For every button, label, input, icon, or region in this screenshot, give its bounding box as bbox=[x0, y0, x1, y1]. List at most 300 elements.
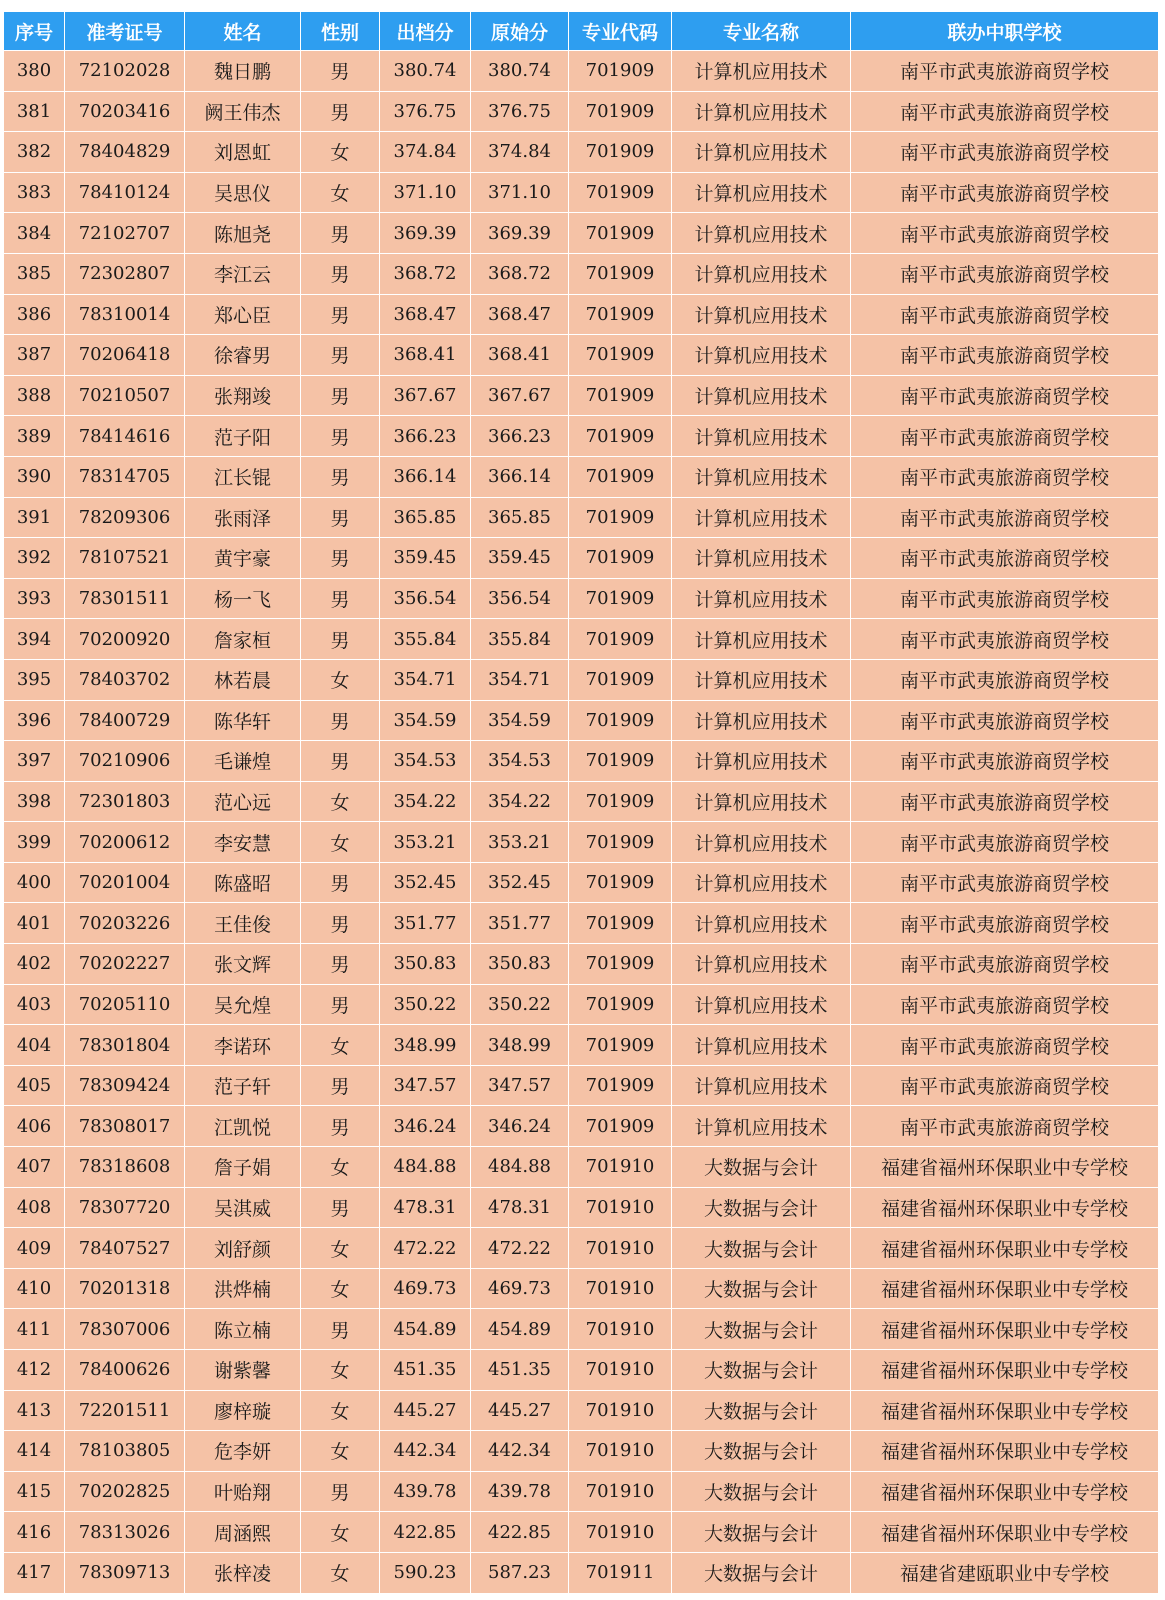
seq-cell: 393 bbox=[4, 578, 65, 619]
table-row bbox=[4, 1187, 1159, 1228]
admission-score-cell: 374.84 bbox=[380, 132, 471, 173]
exam-id-cell: 70206418 bbox=[65, 335, 185, 376]
major-code-cell: 701909 bbox=[569, 375, 672, 416]
name-cell: 范子阳 bbox=[185, 416, 301, 457]
exam-id-cell: 70201318 bbox=[65, 1268, 185, 1309]
admission-score-cell: 376.75 bbox=[380, 91, 471, 132]
major-code-cell: 701909 bbox=[569, 172, 672, 213]
major-code-cell: 701909 bbox=[569, 213, 672, 254]
raw-score-cell: 367.67 bbox=[471, 375, 569, 416]
major-code-cell: 701910 bbox=[569, 1471, 672, 1512]
partner-school-cell: 福建省福州环保职业中专学校 bbox=[851, 1309, 1159, 1350]
major-name-cell: 计算机应用技术 bbox=[672, 335, 851, 376]
gender-cell: 女 bbox=[301, 1431, 380, 1472]
table-row bbox=[4, 416, 1159, 457]
seq-cell: 405 bbox=[4, 1065, 65, 1106]
major-name-cell: 计算机应用技术 bbox=[672, 862, 851, 903]
major-code-cell: 701909 bbox=[569, 253, 672, 294]
admission-score-cell: 478.31 bbox=[380, 1187, 471, 1228]
name-cell: 叶贻翔 bbox=[185, 1471, 301, 1512]
table-row bbox=[4, 253, 1159, 294]
table-row bbox=[4, 822, 1159, 863]
exam-id-cell: 78301511 bbox=[65, 578, 185, 619]
exam-id-cell: 72301803 bbox=[65, 781, 185, 822]
seq-cell: 410 bbox=[4, 1268, 65, 1309]
seq-cell: 399 bbox=[4, 822, 65, 863]
admission-score-cell: 354.22 bbox=[380, 781, 471, 822]
major-name-cell: 计算机应用技术 bbox=[672, 294, 851, 335]
raw-score-cell: 359.45 bbox=[471, 538, 569, 579]
raw-score-cell: 368.41 bbox=[471, 335, 569, 376]
major-name-cell: 计算机应用技术 bbox=[672, 213, 851, 254]
admission-score-cell: 451.35 bbox=[380, 1350, 471, 1391]
table-row bbox=[4, 456, 1159, 497]
admission-score-cell: 354.53 bbox=[380, 741, 471, 782]
seq-cell: 416 bbox=[4, 1512, 65, 1553]
gender-cell: 男 bbox=[301, 578, 380, 619]
exam-id-cell: 78103805 bbox=[65, 1431, 185, 1472]
major-code-cell: 701909 bbox=[569, 700, 672, 741]
admission-score-cell: 380.74 bbox=[380, 51, 471, 92]
partner-school-cell: 福建省福州环保职业中专学校 bbox=[851, 1147, 1159, 1188]
table-row bbox=[4, 578, 1159, 619]
partner-school-cell: 福建省福州环保职业中专学校 bbox=[851, 1228, 1159, 1269]
major-name-cell: 计算机应用技术 bbox=[672, 538, 851, 579]
table-row bbox=[4, 659, 1159, 700]
raw-score-cell: 442.34 bbox=[471, 1431, 569, 1472]
name-cell: 周涵熙 bbox=[185, 1512, 301, 1553]
major-name-cell: 大数据与会计 bbox=[672, 1471, 851, 1512]
col-header-admission-score: 出档分 bbox=[380, 12, 471, 51]
raw-score-cell: 371.10 bbox=[471, 172, 569, 213]
partner-school-cell: 南平市武夷旅游商贸学校 bbox=[851, 741, 1159, 782]
name-cell: 李安慧 bbox=[185, 822, 301, 863]
seq-cell: 408 bbox=[4, 1187, 65, 1228]
exam-id-cell: 78403702 bbox=[65, 659, 185, 700]
exam-id-cell: 78400626 bbox=[65, 1350, 185, 1391]
raw-score-cell: 355.84 bbox=[471, 619, 569, 660]
seq-cell: 380 bbox=[4, 51, 65, 92]
table-row bbox=[4, 1471, 1159, 1512]
seq-cell: 390 bbox=[4, 456, 65, 497]
table-row bbox=[4, 1309, 1159, 1350]
table-row bbox=[4, 1106, 1159, 1147]
partner-school-cell: 南平市武夷旅游商贸学校 bbox=[851, 700, 1159, 741]
table-row bbox=[4, 375, 1159, 416]
seq-cell: 407 bbox=[4, 1147, 65, 1188]
raw-score-cell: 454.89 bbox=[471, 1309, 569, 1350]
partner-school-cell: 南平市武夷旅游商贸学校 bbox=[851, 822, 1159, 863]
major-name-cell: 计算机应用技术 bbox=[672, 456, 851, 497]
seq-cell: 389 bbox=[4, 416, 65, 457]
name-cell: 陈立楠 bbox=[185, 1309, 301, 1350]
raw-score-cell: 352.45 bbox=[471, 862, 569, 903]
exam-id-cell: 78314705 bbox=[65, 456, 185, 497]
major-code-cell: 701909 bbox=[569, 659, 672, 700]
major-name-cell: 大数据与会计 bbox=[672, 1431, 851, 1472]
seq-cell: 396 bbox=[4, 700, 65, 741]
gender-cell: 女 bbox=[301, 1552, 380, 1593]
seq-cell: 392 bbox=[4, 538, 65, 579]
major-name-cell: 计算机应用技术 bbox=[672, 903, 851, 944]
gender-cell: 女 bbox=[301, 132, 380, 173]
table-row bbox=[4, 1431, 1159, 1472]
gender-cell: 男 bbox=[301, 944, 380, 985]
partner-school-cell: 南平市武夷旅游商贸学校 bbox=[851, 1025, 1159, 1066]
exam-id-cell: 78410124 bbox=[65, 172, 185, 213]
seq-cell: 381 bbox=[4, 91, 65, 132]
seq-cell: 402 bbox=[4, 944, 65, 985]
name-cell: 张雨泽 bbox=[185, 497, 301, 538]
gender-cell: 男 bbox=[301, 984, 380, 1025]
table-row bbox=[4, 862, 1159, 903]
major-code-cell: 701910 bbox=[569, 1350, 672, 1391]
major-name-cell: 大数据与会计 bbox=[672, 1390, 851, 1431]
raw-score-cell: 365.85 bbox=[471, 497, 569, 538]
major-name-cell: 计算机应用技术 bbox=[672, 822, 851, 863]
gender-cell: 男 bbox=[301, 619, 380, 660]
major-name-cell: 大数据与会计 bbox=[672, 1147, 851, 1188]
major-code-cell: 701909 bbox=[569, 538, 672, 579]
major-name-cell: 大数据与会计 bbox=[672, 1268, 851, 1309]
exam-id-cell: 70203416 bbox=[65, 91, 185, 132]
table-row bbox=[4, 781, 1159, 822]
exam-id-cell: 78404829 bbox=[65, 132, 185, 173]
partner-school-cell: 福建省福州环保职业中专学校 bbox=[851, 1350, 1159, 1391]
table-row bbox=[4, 497, 1159, 538]
exam-id-cell: 78310014 bbox=[65, 294, 185, 335]
col-header-raw-score: 原始分 bbox=[471, 12, 569, 51]
partner-school-cell: 南平市武夷旅游商贸学校 bbox=[851, 659, 1159, 700]
exam-id-cell: 72302807 bbox=[65, 253, 185, 294]
major-code-cell: 701909 bbox=[569, 903, 672, 944]
admission-score-cell: 472.22 bbox=[380, 1228, 471, 1269]
gender-cell: 男 bbox=[301, 253, 380, 294]
exam-id-cell: 78309713 bbox=[65, 1552, 185, 1593]
name-cell: 詹子娟 bbox=[185, 1147, 301, 1188]
raw-score-cell: 376.75 bbox=[471, 91, 569, 132]
major-code-cell: 701909 bbox=[569, 578, 672, 619]
gender-cell: 男 bbox=[301, 497, 380, 538]
name-cell: 吴允煌 bbox=[185, 984, 301, 1025]
admission-score-cell: 368.41 bbox=[380, 335, 471, 376]
raw-score-cell: 353.21 bbox=[471, 822, 569, 863]
table-row bbox=[4, 51, 1159, 92]
gender-cell: 女 bbox=[301, 1025, 380, 1066]
raw-score-cell: 356.54 bbox=[471, 578, 569, 619]
major-name-cell: 计算机应用技术 bbox=[672, 51, 851, 92]
name-cell: 陈华轩 bbox=[185, 700, 301, 741]
exam-id-cell: 70203226 bbox=[65, 903, 185, 944]
raw-score-cell: 350.83 bbox=[471, 944, 569, 985]
exam-id-cell: 70200612 bbox=[65, 822, 185, 863]
exam-id-cell: 78400729 bbox=[65, 700, 185, 741]
exam-id-cell: 70200920 bbox=[65, 619, 185, 660]
raw-score-cell: 347.57 bbox=[471, 1065, 569, 1106]
partner-school-cell: 福建省福州环保职业中专学校 bbox=[851, 1268, 1159, 1309]
partner-school-cell: 南平市武夷旅游商贸学校 bbox=[851, 456, 1159, 497]
major-name-cell: 大数据与会计 bbox=[672, 1309, 851, 1350]
exam-id-cell: 78318608 bbox=[65, 1147, 185, 1188]
admission-score-cell: 422.85 bbox=[380, 1512, 471, 1553]
gender-cell: 女 bbox=[301, 822, 380, 863]
major-name-cell: 大数据与会计 bbox=[672, 1187, 851, 1228]
major-name-cell: 计算机应用技术 bbox=[672, 659, 851, 700]
major-name-cell: 计算机应用技术 bbox=[672, 781, 851, 822]
major-name-cell: 计算机应用技术 bbox=[672, 1106, 851, 1147]
partner-school-cell: 南平市武夷旅游商贸学校 bbox=[851, 416, 1159, 457]
major-code-cell: 701909 bbox=[569, 944, 672, 985]
gender-cell: 男 bbox=[301, 91, 380, 132]
major-name-cell: 计算机应用技术 bbox=[672, 944, 851, 985]
partner-school-cell: 南平市武夷旅游商贸学校 bbox=[851, 213, 1159, 254]
table-row bbox=[4, 1512, 1159, 1553]
major-code-cell: 701909 bbox=[569, 132, 672, 173]
partner-school-cell: 南平市武夷旅游商贸学校 bbox=[851, 984, 1159, 1025]
raw-score-cell: 422.85 bbox=[471, 1512, 569, 1553]
name-cell: 洪烨楠 bbox=[185, 1268, 301, 1309]
table-row bbox=[4, 903, 1159, 944]
exam-id-cell: 78313026 bbox=[65, 1512, 185, 1553]
major-code-cell: 701909 bbox=[569, 822, 672, 863]
name-cell: 范心远 bbox=[185, 781, 301, 822]
gender-cell: 男 bbox=[301, 294, 380, 335]
major-name-cell: 大数据与会计 bbox=[672, 1552, 851, 1593]
major-name-cell: 大数据与会计 bbox=[672, 1512, 851, 1553]
seq-cell: 382 bbox=[4, 132, 65, 173]
major-code-cell: 701910 bbox=[569, 1268, 672, 1309]
partner-school-cell: 南平市武夷旅游商贸学校 bbox=[851, 497, 1159, 538]
admission-score-cell: 368.47 bbox=[380, 294, 471, 335]
major-code-cell: 701909 bbox=[569, 781, 672, 822]
major-name-cell: 计算机应用技术 bbox=[672, 1065, 851, 1106]
major-code-cell: 701910 bbox=[569, 1147, 672, 1188]
table-row bbox=[4, 944, 1159, 985]
name-cell: 林若晨 bbox=[185, 659, 301, 700]
name-cell: 郑心臣 bbox=[185, 294, 301, 335]
gender-cell: 男 bbox=[301, 51, 380, 92]
gender-cell: 女 bbox=[301, 1390, 380, 1431]
name-cell: 李江云 bbox=[185, 253, 301, 294]
raw-score-cell: 354.22 bbox=[471, 781, 569, 822]
table-row bbox=[4, 700, 1159, 741]
col-header-major-name: 专业名称 bbox=[672, 12, 851, 51]
major-name-cell: 计算机应用技术 bbox=[672, 416, 851, 457]
raw-score-cell: 374.84 bbox=[471, 132, 569, 173]
raw-score-cell: 587.23 bbox=[471, 1552, 569, 1593]
major-code-cell: 701909 bbox=[569, 497, 672, 538]
table-row bbox=[4, 294, 1159, 335]
major-name-cell: 计算机应用技术 bbox=[672, 172, 851, 213]
admission-score-cell: 352.45 bbox=[380, 862, 471, 903]
seq-cell: 412 bbox=[4, 1350, 65, 1391]
admission-score-cell: 346.24 bbox=[380, 1106, 471, 1147]
admission-score-cell: 469.73 bbox=[380, 1268, 471, 1309]
raw-score-cell: 484.88 bbox=[471, 1147, 569, 1188]
table-row bbox=[4, 1228, 1159, 1269]
raw-score-cell: 439.78 bbox=[471, 1471, 569, 1512]
major-code-cell: 701910 bbox=[569, 1431, 672, 1472]
table-row bbox=[4, 538, 1159, 579]
major-code-cell: 701909 bbox=[569, 619, 672, 660]
exam-id-cell: 72102707 bbox=[65, 213, 185, 254]
admission-score-cell: 351.77 bbox=[380, 903, 471, 944]
name-cell: 江凯悦 bbox=[185, 1106, 301, 1147]
gender-cell: 男 bbox=[301, 903, 380, 944]
raw-score-cell: 354.71 bbox=[471, 659, 569, 700]
admission-score-cell: 348.99 bbox=[380, 1025, 471, 1066]
col-header-major-code: 专业代码 bbox=[569, 12, 672, 51]
admission-score-cell: 350.83 bbox=[380, 944, 471, 985]
admission-score-cell: 366.23 bbox=[380, 416, 471, 457]
admission-score-cell: 354.71 bbox=[380, 659, 471, 700]
name-cell: 刘舒颜 bbox=[185, 1228, 301, 1269]
raw-score-cell: 445.27 bbox=[471, 1390, 569, 1431]
partner-school-cell: 南平市武夷旅游商贸学校 bbox=[851, 51, 1159, 92]
major-name-cell: 计算机应用技术 bbox=[672, 619, 851, 660]
name-cell: 张梓凌 bbox=[185, 1552, 301, 1593]
gender-cell: 男 bbox=[301, 1309, 380, 1350]
seq-cell: 415 bbox=[4, 1471, 65, 1512]
seq-cell: 394 bbox=[4, 619, 65, 660]
major-name-cell: 计算机应用技术 bbox=[672, 741, 851, 782]
major-name-cell: 计算机应用技术 bbox=[672, 253, 851, 294]
partner-school-cell: 南平市武夷旅游商贸学校 bbox=[851, 578, 1159, 619]
name-cell: 王佳俊 bbox=[185, 903, 301, 944]
admission-score-cell: 484.88 bbox=[380, 1147, 471, 1188]
major-name-cell: 计算机应用技术 bbox=[672, 132, 851, 173]
gender-cell: 女 bbox=[301, 1228, 380, 1269]
name-cell: 吴淇威 bbox=[185, 1187, 301, 1228]
major-code-cell: 701909 bbox=[569, 416, 672, 457]
gender-cell: 女 bbox=[301, 1268, 380, 1309]
seq-cell: 401 bbox=[4, 903, 65, 944]
name-cell: 陈盛昭 bbox=[185, 862, 301, 903]
name-cell: 危李妍 bbox=[185, 1431, 301, 1472]
raw-score-cell: 368.47 bbox=[471, 294, 569, 335]
partner-school-cell: 南平市武夷旅游商贸学校 bbox=[851, 619, 1159, 660]
partner-school-cell: 南平市武夷旅游商贸学校 bbox=[851, 294, 1159, 335]
gender-cell: 男 bbox=[301, 375, 380, 416]
col-header-exam-id: 准考证号 bbox=[65, 12, 185, 51]
name-cell: 吴思仪 bbox=[185, 172, 301, 213]
table-row bbox=[4, 1025, 1159, 1066]
name-cell: 魏日鹏 bbox=[185, 51, 301, 92]
table-row bbox=[4, 1065, 1159, 1106]
major-code-cell: 701909 bbox=[569, 1065, 672, 1106]
partner-school-cell: 南平市武夷旅游商贸学校 bbox=[851, 253, 1159, 294]
name-cell: 刘恩虹 bbox=[185, 132, 301, 173]
exam-id-cell: 78407527 bbox=[65, 1228, 185, 1269]
major-name-cell: 计算机应用技术 bbox=[672, 578, 851, 619]
exam-id-cell: 78307006 bbox=[65, 1309, 185, 1350]
gender-cell: 男 bbox=[301, 700, 380, 741]
partner-school-cell: 福建省福州环保职业中专学校 bbox=[851, 1187, 1159, 1228]
table-row bbox=[4, 619, 1159, 660]
exam-id-cell: 70210906 bbox=[65, 741, 185, 782]
major-name-cell: 计算机应用技术 bbox=[672, 497, 851, 538]
exam-id-cell: 78414616 bbox=[65, 416, 185, 457]
major-code-cell: 701909 bbox=[569, 984, 672, 1025]
name-cell: 黄宇豪 bbox=[185, 538, 301, 579]
major-code-cell: 701909 bbox=[569, 862, 672, 903]
gender-cell: 男 bbox=[301, 416, 380, 457]
admission-score-cell: 590.23 bbox=[380, 1552, 471, 1593]
major-code-cell: 701909 bbox=[569, 51, 672, 92]
admission-score-cell: 366.14 bbox=[380, 456, 471, 497]
major-code-cell: 701910 bbox=[569, 1228, 672, 1269]
partner-school-cell: 南平市武夷旅游商贸学校 bbox=[851, 335, 1159, 376]
name-cell: 江长锟 bbox=[185, 456, 301, 497]
seq-cell: 413 bbox=[4, 1390, 65, 1431]
seq-cell: 417 bbox=[4, 1552, 65, 1593]
raw-score-cell: 451.35 bbox=[471, 1350, 569, 1391]
gender-cell: 男 bbox=[301, 213, 380, 254]
partner-school-cell: 福建省福州环保职业中专学校 bbox=[851, 1471, 1159, 1512]
raw-score-cell: 346.24 bbox=[471, 1106, 569, 1147]
admission-score-cell: 350.22 bbox=[380, 984, 471, 1025]
admission-score-cell: 442.34 bbox=[380, 1431, 471, 1472]
seq-cell: 414 bbox=[4, 1431, 65, 1472]
exam-id-cell: 78309424 bbox=[65, 1065, 185, 1106]
admission-score-cell: 369.39 bbox=[380, 213, 471, 254]
table-row bbox=[4, 1390, 1159, 1431]
raw-score-cell: 368.72 bbox=[471, 253, 569, 294]
raw-score-cell: 351.77 bbox=[471, 903, 569, 944]
table-row bbox=[4, 335, 1159, 376]
partner-school-cell: 福建省福州环保职业中专学校 bbox=[851, 1512, 1159, 1553]
admission-score-cell: 354.59 bbox=[380, 700, 471, 741]
major-code-cell: 701909 bbox=[569, 335, 672, 376]
seq-cell: 406 bbox=[4, 1106, 65, 1147]
partner-school-cell: 南平市武夷旅游商贸学校 bbox=[851, 781, 1159, 822]
admission-score-cell: 355.84 bbox=[380, 619, 471, 660]
exam-id-cell: 78301804 bbox=[65, 1025, 185, 1066]
major-code-cell: 701910 bbox=[569, 1390, 672, 1431]
seq-cell: 398 bbox=[4, 781, 65, 822]
seq-cell: 391 bbox=[4, 497, 65, 538]
admission-score-cell: 347.57 bbox=[380, 1065, 471, 1106]
name-cell: 阙王伟杰 bbox=[185, 91, 301, 132]
raw-score-cell: 354.53 bbox=[471, 741, 569, 782]
seq-cell: 385 bbox=[4, 253, 65, 294]
gender-cell: 男 bbox=[301, 1065, 380, 1106]
major-name-cell: 大数据与会计 bbox=[672, 1350, 851, 1391]
major-name-cell: 计算机应用技术 bbox=[672, 700, 851, 741]
major-code-cell: 701910 bbox=[569, 1512, 672, 1553]
major-name-cell: 计算机应用技术 bbox=[672, 91, 851, 132]
gender-cell: 女 bbox=[301, 172, 380, 213]
partner-school-cell: 南平市武夷旅游商贸学校 bbox=[851, 172, 1159, 213]
partner-school-cell: 福建省建瓯职业中专学校 bbox=[851, 1552, 1159, 1593]
name-cell: 毛谦煌 bbox=[185, 741, 301, 782]
gender-cell: 女 bbox=[301, 781, 380, 822]
name-cell: 陈旭尧 bbox=[185, 213, 301, 254]
gender-cell: 男 bbox=[301, 456, 380, 497]
table-row bbox=[4, 91, 1159, 132]
raw-score-cell: 348.99 bbox=[471, 1025, 569, 1066]
gender-cell: 男 bbox=[301, 538, 380, 579]
seq-cell: 400 bbox=[4, 862, 65, 903]
exam-id-cell: 70202227 bbox=[65, 944, 185, 985]
admission-score-cell: 454.89 bbox=[380, 1309, 471, 1350]
raw-score-cell: 350.22 bbox=[471, 984, 569, 1025]
seq-cell: 383 bbox=[4, 172, 65, 213]
name-cell: 范子轩 bbox=[185, 1065, 301, 1106]
col-header-seq: 序号 bbox=[4, 12, 65, 51]
admission-score-cell: 445.27 bbox=[380, 1390, 471, 1431]
admission-table bbox=[3, 11, 1159, 1594]
